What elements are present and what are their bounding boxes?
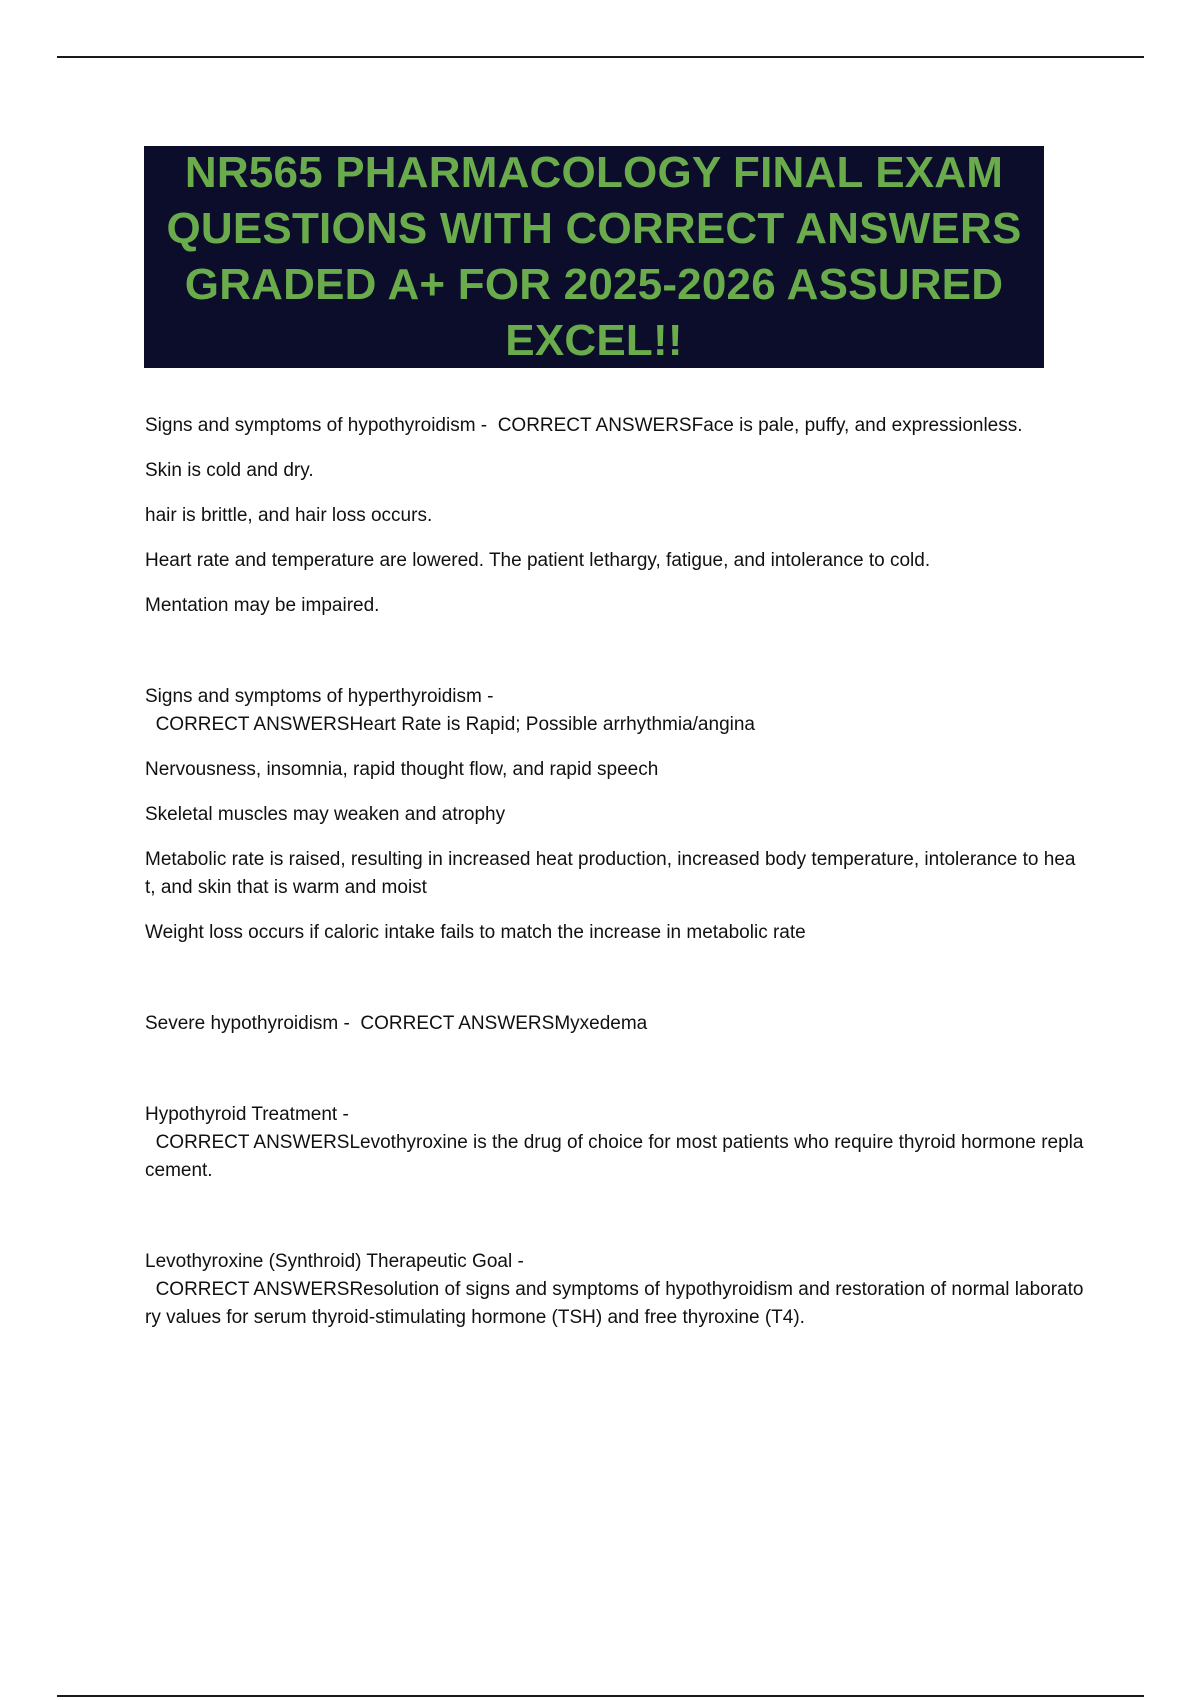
qa-answer: CORRECT ANSWERSHeart Rate is Rapid; Possible arrhythmia/angina bbox=[145, 714, 755, 735]
section-gap bbox=[145, 1202, 1085, 1248]
qa-question: Signs and symptoms of hyperthyroidism - bbox=[145, 686, 494, 707]
qa-line: Mentation may be impaired. bbox=[145, 595, 380, 616]
qa-line: Heart rate and temperature are lowered. The patient lethargy, fatigue, and intolerance to cold. bbox=[145, 550, 931, 571]
footer-rule bbox=[57, 1695, 1144, 1697]
title-banner bbox=[144, 146, 1044, 368]
qa-line: Weight loss occurs if caloric intake fails to match the increase in metabolic rate bbox=[145, 922, 806, 943]
section-gap bbox=[145, 1055, 1085, 1101]
header-rule bbox=[57, 56, 1144, 58]
qa-answer: CORRECT ANSWERSLevothyroxine is the drug of choice for most patients who require thyroid hormone replacement. bbox=[145, 1132, 1084, 1181]
qa-line: Nervousness, insomnia, rapid thought flow, and rapid speech bbox=[145, 759, 659, 780]
qa-line: hair is brittle, and hair loss occurs. bbox=[145, 505, 433, 526]
qa-block-hyperthyroidism bbox=[145, 683, 1085, 947]
qa-line: Severe hypothyroidism - CORRECT ANSWERSMyxedema bbox=[145, 1013, 648, 1034]
document-title: NR565 PHARMACOLOGY FINAL EXAM QUESTIONS WITH CORRECT ANSWERS GRADED A+ FOR 2025-2026 ASSURED EXCEL!! bbox=[166, 148, 1022, 365]
qa-line: Skin is cold and dry. bbox=[145, 460, 314, 481]
qa-line: Metabolic rate is raised, resulting in increased heat production, increased body temperature, intolerance to heat, and skin that is warm and moist bbox=[145, 849, 1076, 898]
qa-block-hypothyroidism bbox=[145, 412, 1085, 620]
section-gap bbox=[145, 964, 1085, 1010]
qa-line: Signs and symptoms of hypothyroidism - CORRECT ANSWERSFace is pale, puffy, and expressionless. bbox=[145, 415, 1023, 436]
section-gap bbox=[145, 637, 1085, 683]
qa-answer: CORRECT ANSWERSResolution of signs and symptoms of hypothyroidism and restoration of normal laboratory values for serum thyroid-stimulating hormone (TSH) and free thyroxine (T4). bbox=[145, 1279, 1084, 1328]
qa-question: Levothyroxine (Synthroid) Therapeutic Goal - bbox=[145, 1251, 524, 1272]
qa-block-severe-hypothyroidism bbox=[145, 1010, 1085, 1038]
qa-block-levothyroxine-goal bbox=[145, 1248, 1085, 1332]
document-body bbox=[145, 412, 1085, 1349]
qa-block-hypothyroid-treatment bbox=[145, 1101, 1085, 1185]
qa-question: Hypothyroid Treatment - bbox=[145, 1104, 349, 1125]
qa-line: Skeletal muscles may weaken and atrophy bbox=[145, 804, 506, 825]
